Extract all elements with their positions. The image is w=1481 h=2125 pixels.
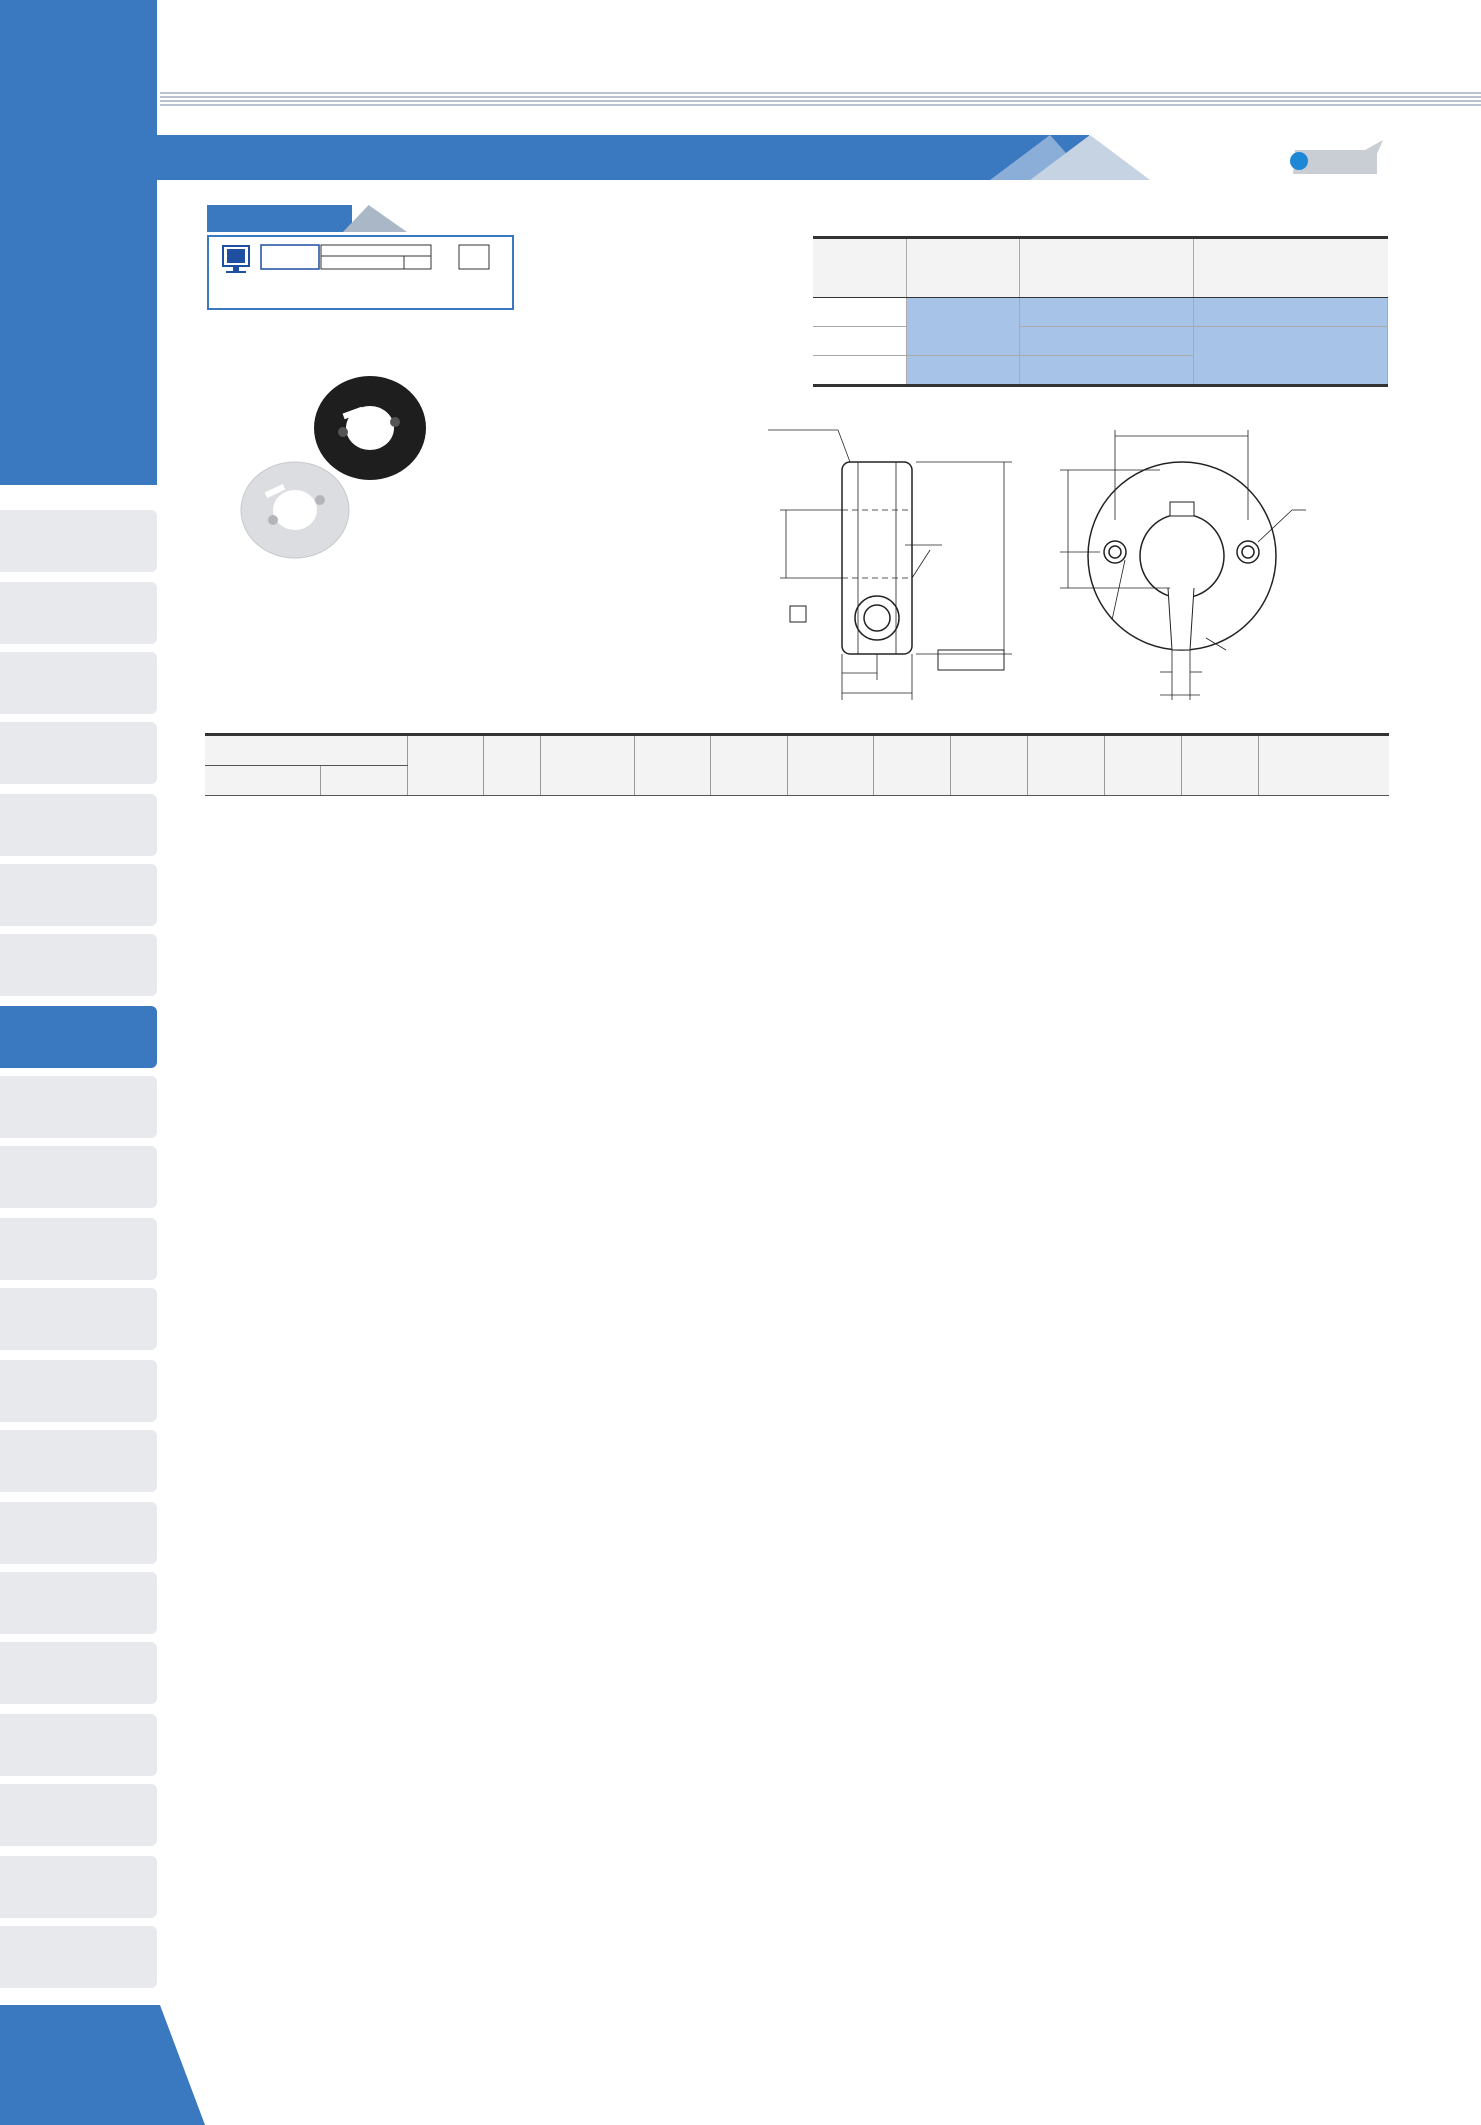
dh-w [787, 735, 873, 796]
selection-guide-box [207, 235, 514, 310]
mat-accessory [1194, 298, 1388, 327]
mat-header-material [907, 238, 1020, 298]
dh-da [483, 735, 540, 796]
guide-label [207, 205, 352, 232]
guide-decoration [343, 205, 407, 232]
brand-line [160, 88, 1481, 110]
product-photo [235, 370, 430, 570]
sidebar-item[interactable] [0, 510, 157, 572]
sidebar-item[interactable] [0, 1360, 157, 1422]
dh-m1 [1258, 735, 1389, 796]
sidebar-item[interactable] [0, 1642, 157, 1704]
dh-code [205, 766, 320, 796]
mat-header-surface [1019, 238, 1193, 298]
mat-code [813, 298, 907, 327]
sidebar-item[interactable] [0, 864, 157, 926]
dh-d-small [634, 735, 710, 796]
dh-p [1181, 735, 1258, 796]
mat-surface [1019, 298, 1193, 327]
sidebar-item[interactable] [0, 722, 157, 784]
sidebar-item[interactable] [0, 1430, 157, 1492]
sidebar-item[interactable] [0, 652, 157, 714]
dh-b [407, 735, 483, 796]
dh-y [950, 735, 1027, 796]
sidebar-item[interactable] [0, 794, 157, 856]
sidebar-item[interactable] [0, 1146, 157, 1208]
dh-d [320, 766, 407, 796]
dh-x [873, 735, 950, 796]
sidebar-item[interactable] [0, 1288, 157, 1350]
mat-surface [1019, 327, 1193, 356]
material-table [813, 236, 1388, 387]
sidebar-item[interactable] [0, 1856, 157, 1918]
side-view-drawing [768, 430, 1012, 700]
technical-drawing [740, 410, 1400, 710]
mat-header-accessory [1194, 238, 1388, 298]
dh-m [540, 735, 634, 796]
dh-z [1027, 735, 1104, 796]
mat-code [813, 327, 907, 356]
sidebar-item[interactable] [0, 1502, 157, 1564]
sidebar-item[interactable] [0, 1784, 157, 1846]
monitor-icon [223, 246, 249, 273]
sidebar-item[interactable] [0, 1714, 157, 1776]
silver-collar-image [241, 462, 349, 558]
mat-header-code [813, 238, 907, 298]
sidebar-item[interactable] [0, 934, 157, 996]
dh-c [1104, 735, 1181, 796]
black-collar-image [314, 376, 426, 480]
sidebar-item[interactable] [0, 1926, 157, 1988]
title-bar [157, 135, 1089, 180]
dimensions-table [205, 733, 1389, 796]
dh-h [710, 735, 787, 796]
mat-accessory [1194, 327, 1388, 386]
sidebar-item[interactable] [0, 1218, 157, 1280]
dh-model [205, 735, 407, 766]
mat-code [813, 356, 907, 386]
sidebar-item[interactable] [0, 1076, 157, 1138]
mat-surface [1019, 356, 1193, 386]
front-view-drawing [1060, 430, 1306, 700]
sidebar-item[interactable] [0, 1006, 157, 1068]
mat-material [907, 356, 1020, 386]
sidebar-item[interactable] [0, 582, 157, 644]
page-number-badge [0, 2005, 205, 2125]
sidebar-item[interactable] [0, 1572, 157, 1634]
custom-delivery-badge [1285, 132, 1390, 177]
mat-material [907, 298, 1020, 356]
sidebar-header [0, 0, 157, 485]
